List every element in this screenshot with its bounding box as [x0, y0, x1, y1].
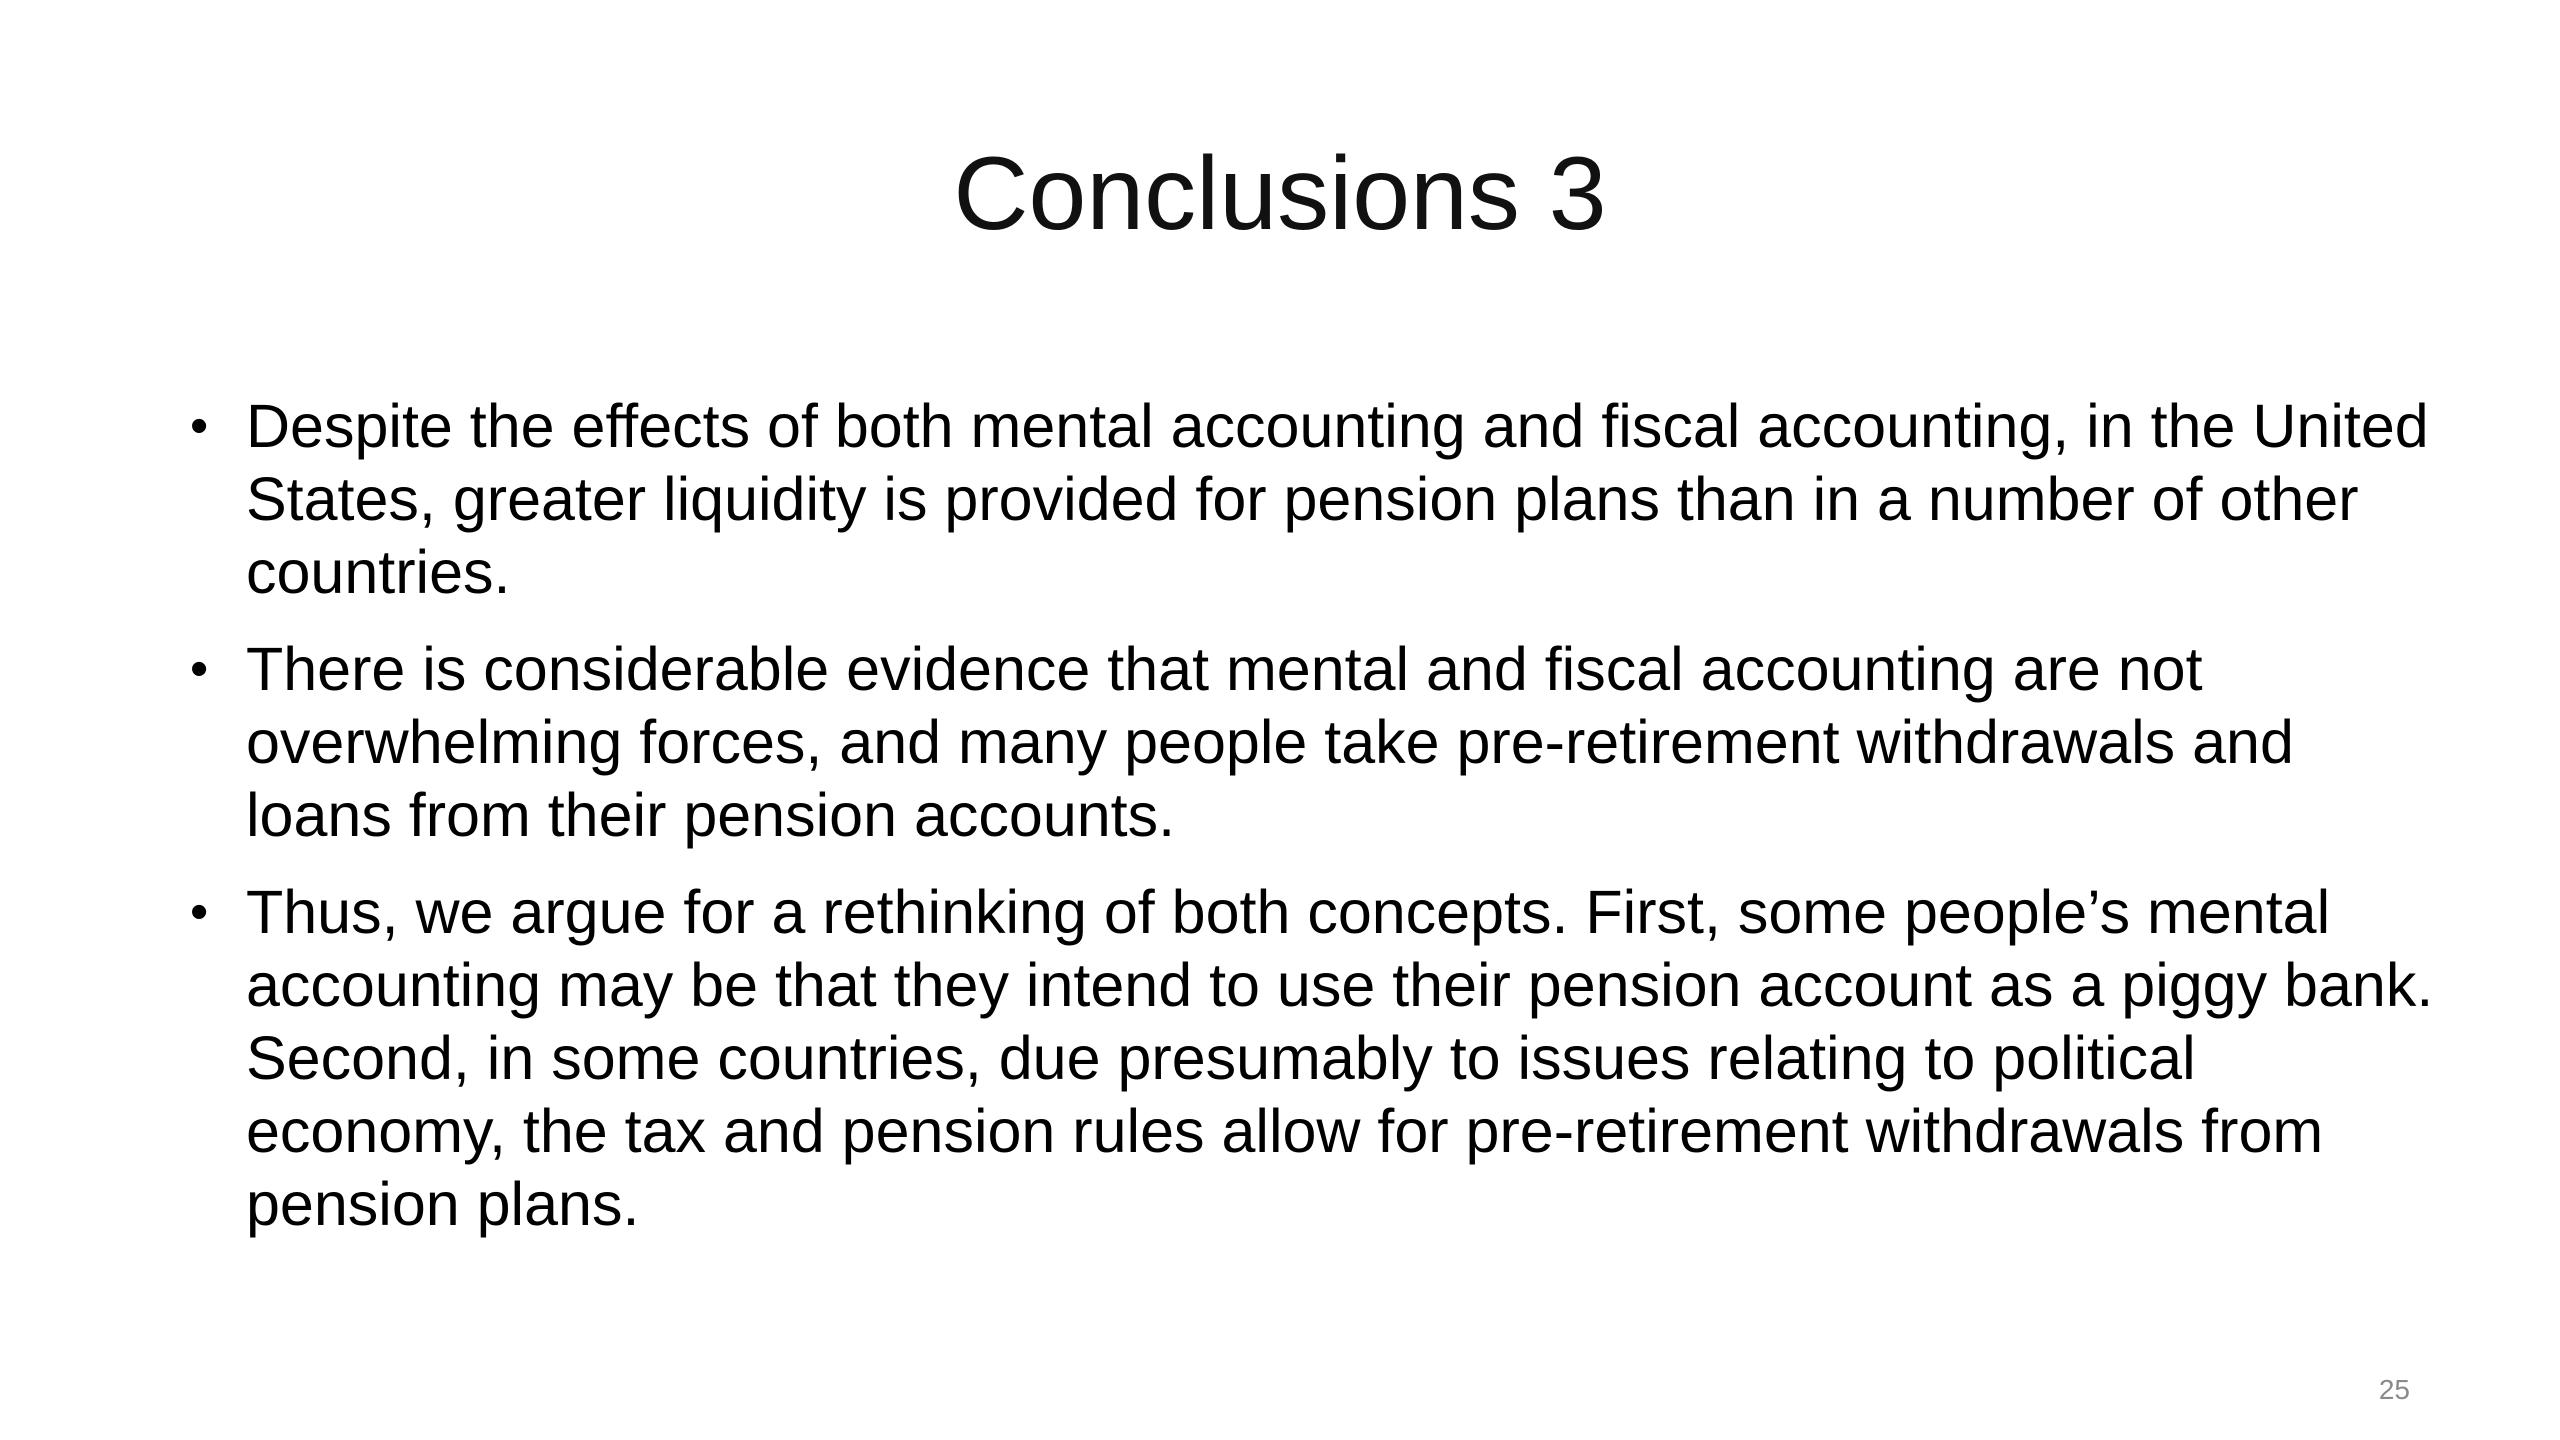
bullet-item [190, 633, 2450, 852]
bullet-text: Thus, we argue for a rethinking of both concepts. First, some people’s mental accounting may be that they intend to use their pension account as a piggy bank. Second, in some countries, due presumably to issues relating to political economy, the tax and pension rules allow for pre-retirement withdrawals from pension plans. [246, 878, 2434, 1238]
bullet-list [190, 390, 2450, 1265]
bullet-item [190, 876, 2450, 1241]
bullet-icon: • [190, 883, 209, 941]
bullet-icon: • [190, 397, 209, 455]
bullet-icon: • [190, 640, 209, 698]
bullet-text: There is considerable evidence that mental and fiscal accounting are not overwhelming forces, and many people take pre-retirement withdrawals and loans from their pension accounts. [246, 635, 2294, 849]
bullet-text: Despite the effects of both mental accounting and fiscal accounting, in the United States, greater liquidity is provided for pension plans than in a number of other countries. [246, 392, 2429, 606]
slide-title: Conclusions 3 [953, 136, 1607, 252]
slide-number: 25 [2378, 1374, 2410, 1405]
bullet-item [190, 390, 2450, 609]
